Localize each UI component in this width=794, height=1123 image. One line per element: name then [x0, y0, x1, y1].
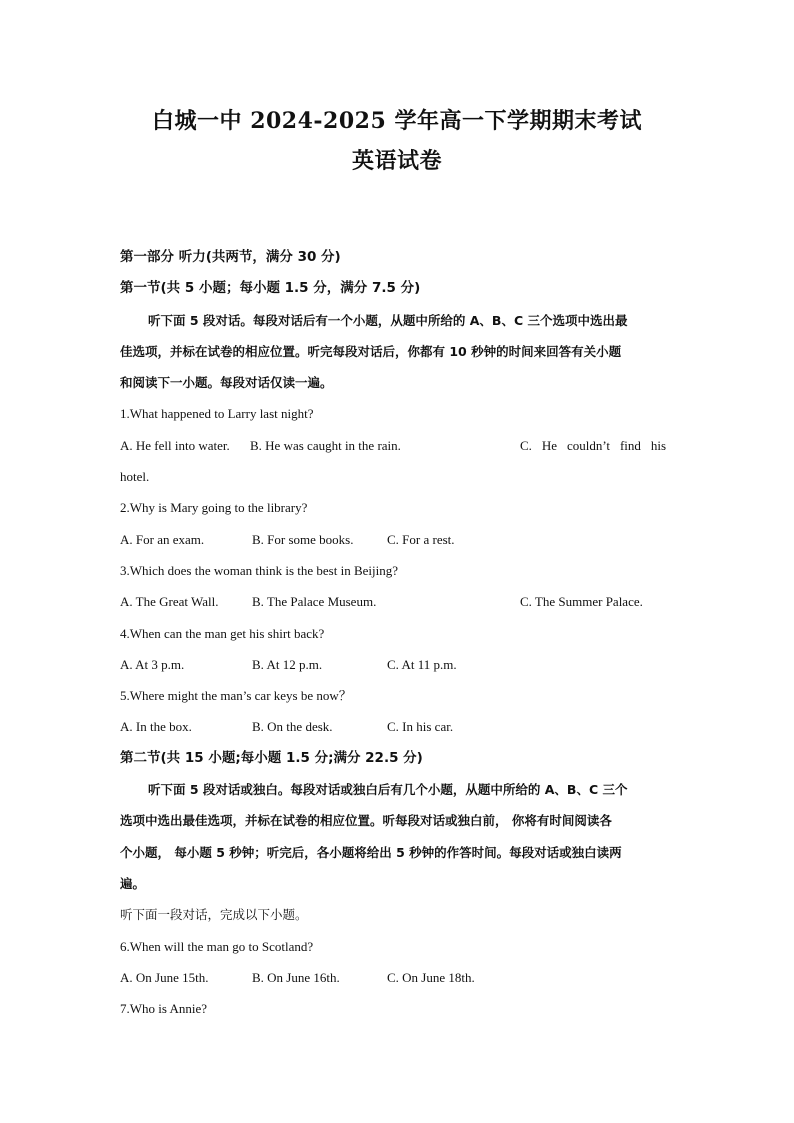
- section1-heading: 第一节(共 5 小题；每小题 1.5 分，满分 7.5 分): [120, 280, 421, 297]
- question-4: 4.When can the man get his shirt back?: [120, 625, 325, 641]
- option-c-word: his: [650, 437, 666, 453]
- section2-instruction-line: 听下面 5 段对话或独白。每段对话或独白后有几个小题，从题中所给的 A、B、C 三个: [148, 782, 628, 798]
- exam-subtitle: 英语试卷: [351, 148, 442, 174]
- exam-content: [120, 242, 676, 1024]
- question-4-options: [120, 649, 676, 680]
- option-b[interactable]: B. On June 16th.: [252, 969, 340, 985]
- option-c[interactable]: C. In his car.: [387, 719, 454, 735]
- option-a[interactable]: A. The Great Wall.: [120, 594, 219, 610]
- option-c[interactable]: C. On June 18th.: [387, 969, 475, 985]
- question-1-options: [120, 430, 676, 461]
- option-b[interactable]: B. On the desk.: [252, 719, 333, 735]
- option-a[interactable]: A. At 3 p.m.: [120, 656, 185, 672]
- option-c-word: find: [619, 437, 641, 453]
- option-a[interactable]: A. He fell into water.: [120, 437, 230, 453]
- question-3-options: [120, 586, 676, 617]
- exam-title: 白城一中 2024-2025 学年高一下学期期末考试: [152, 108, 642, 134]
- section1-instruction-line: 听下面 5 段对话。每段对话后有一个小题，从题中所给的 A、B、C 三个选项中选出最: [148, 312, 628, 328]
- option-c[interactable]: C. For a rest.: [387, 531, 455, 547]
- section1-instruction-line: 佳选项，并标在试卷的相应位置。听完每段对话后，你都有 10 秒钟的时间来回答有关小题: [120, 343, 622, 359]
- section2-instruction-line: 选项中选出最佳选项，并标在试卷的相应位置。听每段对话或独白前， 你将有时间阅读各: [120, 813, 612, 829]
- option-c-word: C.: [520, 437, 532, 453]
- option-a[interactable]: A. For an exam.: [120, 531, 205, 547]
- dialogue-intro: 听下面一段对话，完成以下小题。: [120, 907, 308, 923]
- option-c-continuation: hotel.: [120, 469, 150, 485]
- section2-instruction-line: 遍。: [120, 875, 146, 891]
- question-5-options: [120, 711, 676, 742]
- option-b[interactable]: B. For some books.: [252, 531, 354, 547]
- section1-instruction-line: 和阅读下一小题。每段对话仅读一遍。: [120, 375, 333, 391]
- question-5: 5.Where might the man’s car keys be now？: [120, 688, 352, 704]
- option-c[interactable]: C. The Summer Palace.: [520, 594, 643, 610]
- question-6: 6.When will the man go to Scotland?: [120, 938, 314, 954]
- question-7: 7.Who is Annie?: [120, 1001, 208, 1017]
- section2-instruction-line: 个小题， 每小题 5 秒钟；听完后，各小题将给出 5 秒钟的作答时间。每段对话或独白读两: [120, 844, 622, 860]
- part1-heading: 第一部分 听力(共两节，满分 30 分): [120, 249, 341, 265]
- option-b[interactable]: B. He was caught in the rain.: [250, 437, 401, 453]
- option-b[interactable]: B. The Palace Museum.: [252, 594, 377, 610]
- question-3: 3.Which does the woman think is the best in Beijing?: [120, 562, 399, 578]
- question-2-options: [120, 524, 676, 555]
- option-c[interactable]: C. At 11 p.m.: [387, 656, 457, 672]
- option-c-word: couldn’t: [566, 437, 611, 453]
- question-6-options: [120, 962, 676, 993]
- option-b[interactable]: B. At 12 p.m.: [252, 656, 323, 672]
- section2-heading: 第二节(共 15 小题;每小题 1.5 分;满分 22.5 分): [120, 749, 423, 766]
- option-a[interactable]: A. On June 15th.: [120, 969, 209, 985]
- question-2: 2.Why is Mary going to the library?: [120, 500, 308, 516]
- option-a[interactable]: A. In the box.: [120, 719, 192, 735]
- option-c-word: He: [541, 437, 558, 453]
- question-1: 1.What happened to Larry last night?: [120, 406, 314, 422]
- option-c[interactable]: [520, 430, 666, 461]
